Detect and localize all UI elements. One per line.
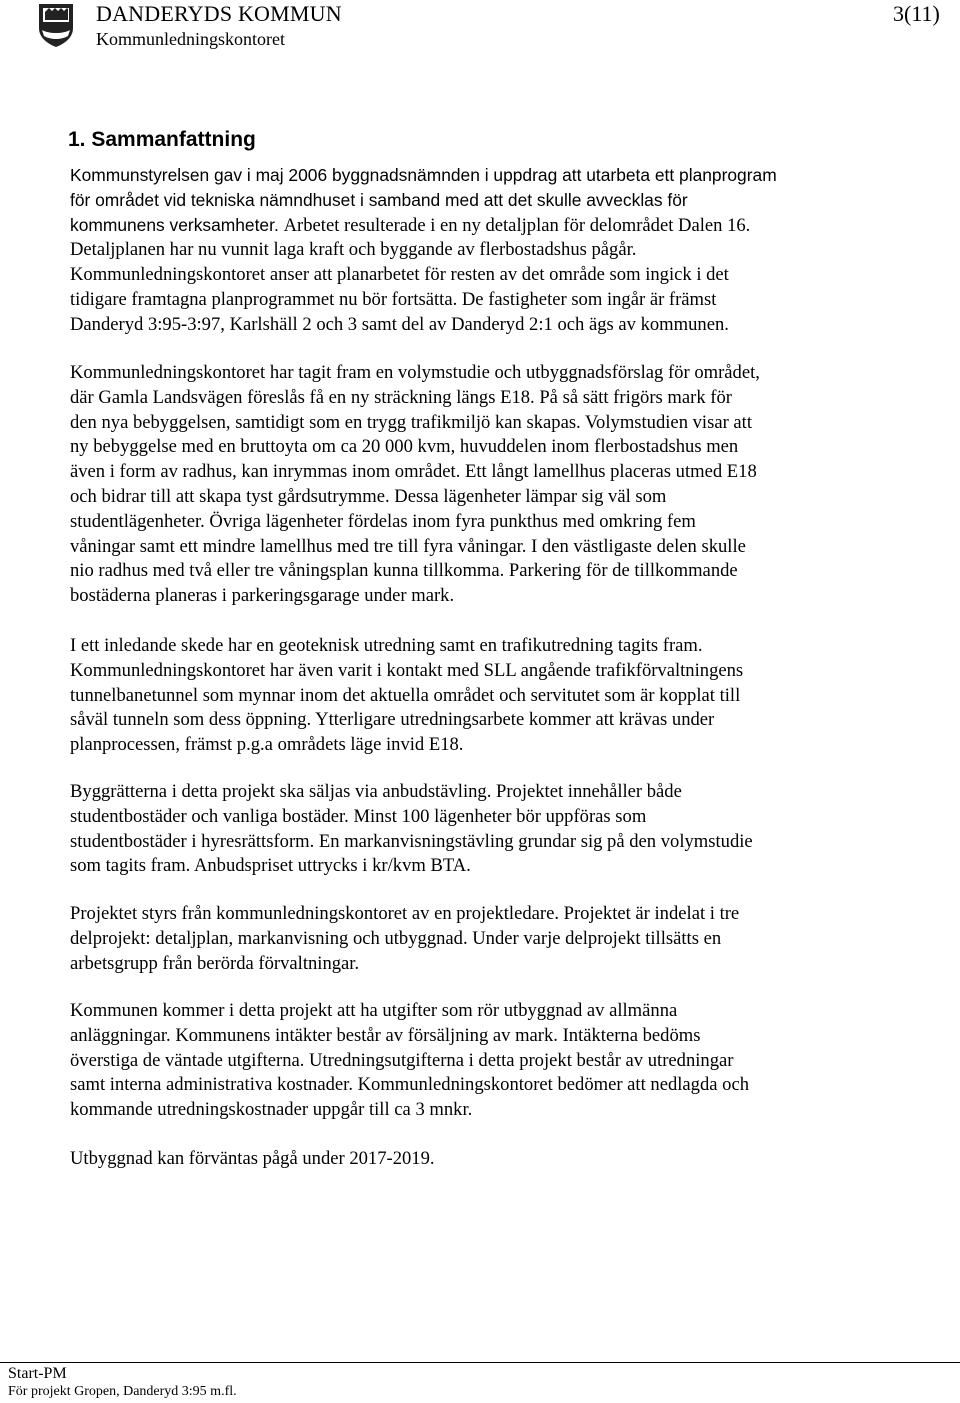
text-line: arbetsgrupp från berörda förvaltningar. [70,952,360,974]
page-number: 3(11) [893,1,940,26]
text-line: kommunens verksamheter. Arbetet resulterade i en ny detaljplan för delområdet Dalen 16. [70,214,751,236]
text-line: där Gamla Landsvägen föreslås få en ny sträckning längs E18. På så sätt frigörs mark för [70,386,732,408]
text-line: bostäderna planeras i parkeringsgarage under mark. [70,585,455,607]
text-line: Danderyd 3:95-3:97, Karlshäll 2 och 3 samt del av Danderyd 2:1 och ägs av kommunen. [70,313,729,335]
text-line: samt interna administrativa kostnader. Kommunledningskontoret bedömer att nedlagda och [70,1074,750,1096]
text-line: Detaljplanen har nu vunnit laga kraft och byggande av flerbostadshus pågår. [70,239,637,261]
text-line: Kommunen kommer i detta projekt att ha utgifter som rör utbyggnad av allmänna [70,1000,678,1021]
paragraph-finances [70,999,890,1123]
text-line: Projektet styrs från kommunledningskontoret av en projektledare. Projektet är indelat i tre [70,903,740,924]
text-line: anläggningar. Kommunens intäkter består av försäljning av mark. Intäkterna bedöms [70,1024,701,1046]
paragraph-summary [70,163,890,338]
paragraph-project-management [70,902,890,976]
text-line: den nya bebyggelsen, samtidigt som en trygg trafikmiljö kan skapas. Volymstudien visar att [70,411,753,433]
text-line: I ett inledande skede har en geoteknisk utredning samt en trafikutredning tagits fram. [70,635,703,656]
footer-doc-type: Start-PM [8,1365,67,1382]
text-line: kommande utredningskostnader uppgår till ca 3 mnkr. [70,1099,473,1121]
footer-project-name: För projekt Gropen, Danderyd 3:95 m.fl. [8,1384,237,1399]
paragraph-building-rights [70,780,890,879]
text-line: våningar samt ett mindre lamellhus med tre till fyra våningar. I den västligaste delen skulle [70,535,746,557]
text-line: Byggrätterna i detta projekt ska säljas via anbudstävling. Projektet innehåller både [70,781,682,802]
section-heading: 1. Sammanfattning [68,128,256,151]
text-line: Kommunledningskontoret anser att planarbetet för resten av det område som ingick i det [70,264,729,286]
text-line: även i form av radhus, kan inrymmas inom området. Ett långt lamellhus placeras utmed E18 [70,461,757,483]
text-line: studentbostäder i hyresrättsform. En markanvisningstävling grundar sig på den volymstudie [70,830,753,852]
text-line: för området vid tekniska nämndhuset i samband med att det skulle avvecklas för [70,189,688,210]
text-line: studentbostäder och vanliga bostäder. Minst 100 lägenheter bör uppföras som [70,805,647,827]
text-line: och bidrar till att skapa tyst gårdsutrymme. Dessa lägenheter lämpar sig väl som [70,485,667,507]
text-line: överstiga de väntade utgifterna. Utredningsutgifterna i detta projekt består av utredningar [70,1049,734,1071]
text-line: nio radhus med två eller tre våningsplan kunna tillkomma. Parkering för de tillkommande [70,560,738,582]
coat-of-arms-icon [37,2,75,48]
text-line: tidigare framtagna planprogrammet nu bör fortsätta. De fastigheter som ingår är främst [70,288,717,310]
footer-divider [0,1362,960,1363]
text-line: Kommunstyrelsen gav i maj 2006 byggnadsnämnden i uppdrag att utarbeta ett planprogram [70,165,777,185]
text-line: Utbyggnad kan förväntas pågå under 2017-2019. [70,1148,435,1169]
paragraph-volume-study [70,361,890,609]
org-name: DANDERYDS KOMMUN [96,1,342,26]
paragraph-investigations [70,634,890,758]
text-line: planprocessen, främst p.g.a områdets läge invid E18. [70,734,464,756]
text-line: Kommunledningskontoret har tagit fram en volymstudie och utbyggnadsförslag för området, [70,362,760,383]
text-line: studentlägenheter. Övriga lägenheter fördelas inom fyra punkthus med omkring fem [70,510,696,532]
text-line: delprojekt: detaljplan, markanvisning och utbyggnad. Under varje delprojekt tillsätts en [70,927,722,949]
text-line: tunnelbanetunnel som mynnar inom det aktuella området och servitutet som är kopplat till [70,684,741,706]
text-line: såväl tunneln som dess öppning. Ytterligare utredningsarbete kommer att krävas under [70,709,715,731]
text-line: som tagits fram. Anbudspriset uttrycks i kr/kvm BTA. [70,855,471,877]
paragraph-timeline [70,1147,890,1172]
text-line: ny bebyggelse med en bruttoyta om ca 20 000 kvm, huvuddelen inom flerbostadshus men [70,436,739,458]
department-name: Kommunledningskontoret [96,29,285,49]
text-line: Kommunledningskontoret har även varit i kontakt med SLL angående trafikförvaltningens [70,659,744,681]
